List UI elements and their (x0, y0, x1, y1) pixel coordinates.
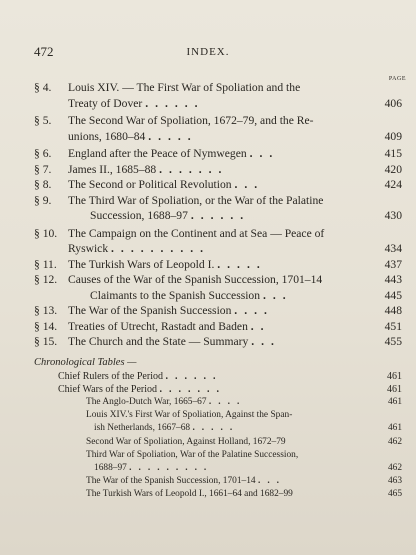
entry-title: The Third War of Spoliation, or the War of the Palatine (68, 193, 324, 207)
entry-title-continued: Treaty of Dover (68, 96, 143, 110)
section-number: § 6. (34, 147, 52, 160)
index-entry: § 13. The War of the Spanish Succession .... 448 (34, 304, 402, 317)
entry-title: The Church and the State — Summary (68, 335, 249, 348)
section-number: § 11. (34, 257, 57, 271)
chronological-item-text: Third War of Spoliation, War of the Palatine Succession, (86, 449, 299, 460)
index-entry: § 14. Treaties of Utrecht, Rastadt and Baden .. 451 (34, 319, 402, 333)
chronological-item-page: 463 (387, 476, 402, 487)
chronological-item (34, 488, 402, 501)
section-number: § 9. (34, 193, 52, 207)
chronological-item-page: 461 (387, 370, 402, 382)
entry-title: Claimants to the Spanish Succession (90, 288, 261, 302)
chronological-item-text: Chief Rulers of the Period (58, 370, 163, 382)
chronological-item-page: 462 (387, 436, 402, 447)
entry-title-continued: Succession, 1688–97 (90, 209, 188, 222)
entry-title: Louis XIV. — The First War of Spoliation and the (68, 81, 301, 94)
chronological-item-text: Second War of Spoliation, Against Holland, 1672–79 (86, 436, 286, 447)
entry-title: Causes of the War of the Spanish Succession, 1701–14 (68, 273, 323, 286)
chronological-item-text-continued: ish Netherlands, 1667–68 (94, 423, 191, 434)
entry-page: 437 (384, 257, 402, 271)
entry-title: The Second or Political Revolution (68, 178, 232, 191)
index-entry (34, 272, 402, 288)
page-title: INDEX. (186, 46, 230, 58)
chronological-item-text: The Anglo-Dutch War, 1665–67 (86, 396, 207, 407)
index-entry: § 8. The Second or Political Revolution ... 424 (34, 178, 402, 191)
index-entry: § 6. England after the Peace of Nymwegen ... 415 (34, 147, 402, 160)
index-entry: § 4. Louis XIV. — The First War of Spoliation and the Treaty of Dover ...... 406 (34, 81, 402, 110)
entry-page: 420 (384, 162, 402, 176)
entry-page: 455 (384, 335, 402, 348)
section-number: § 8. (34, 178, 52, 191)
index-entry: § 9. The Third War of Spoliation, or the War of the Palatine Succession, 1688–97 ...... 430 (34, 193, 402, 222)
entry-page: 430 (384, 209, 402, 222)
entry-title: The War of the Spanish Succession (68, 304, 232, 317)
chronological-item: Chief Wars of the Period ....... 461 (58, 383, 402, 395)
entry-page: 445 (384, 288, 402, 302)
entry-page: 409 (384, 129, 402, 143)
entry-page: 424 (384, 178, 402, 191)
entry-title: Treaties of Utrecht, Rastadt and Baden (68, 319, 248, 333)
chronological-item: The War of the Spanish Succession, 1701–14 ... 463 (34, 475, 402, 488)
chronological-item: Louis XIV.'s First War of Spoliation, Against the Span- ish Netherlands, 1667–68 ..... 461 (34, 409, 402, 435)
chronological-item: Third War of Spoliation, War of the Palatine Succession, 1688–97 ......... 462 (34, 449, 402, 475)
page-column-label: PAGE (388, 76, 406, 82)
entry-page: 415 (384, 147, 402, 160)
page-number: 472 (34, 44, 54, 59)
chronological-item-page: 462 (387, 462, 402, 473)
entry-title-continued: unions, 1680–84 (68, 129, 146, 143)
chronological-item-text: The War of the Spanish Succession, 1701–14 (86, 476, 256, 487)
chronological-item-page: 461 (387, 383, 402, 395)
entry-title: The Campaign on the Continent and at Sea — Peace of (68, 226, 325, 240)
chronological-item (34, 436, 402, 449)
chronological-item-text: Louis XIV.'s First War of Spoliation, Against the Span- (86, 410, 293, 421)
chronological-item-text: The Turkish Wars of Leopold I., 1661–64 and 1682–99 (86, 489, 293, 500)
entry-page: 448 (384, 304, 402, 317)
chronological-item-page: 465 (387, 489, 402, 500)
chronological-item: Chief Rulers of the Period ...... 461 (58, 370, 402, 382)
chronological-item-page: 461 (387, 423, 402, 434)
entry-page: 451 (384, 319, 402, 333)
section-number: § 13. (34, 304, 58, 317)
index-entry: § 7. James II., 1685–88 ....... 420 (34, 162, 402, 176)
chronological-item-page: 461 (387, 396, 402, 407)
entry-title: James II., 1685–88 (68, 162, 157, 176)
entry-title: England after the Peace of Nymwegen (68, 147, 247, 160)
entry-page: 434 (384, 242, 402, 255)
chronological-item-text: Chief Wars of the Period (58, 383, 157, 395)
section-number: § 15. (34, 335, 58, 348)
entry-title-continued: Ryswick (68, 242, 109, 255)
entry-page: 406 (384, 96, 402, 110)
index-entry: § 15. The Church and the State — Summary ... 455 (34, 335, 402, 348)
index-entry: § 11. The Turkish Wars of Leopold I. ..... 437 (34, 257, 402, 271)
entry-title: The Second War of Spoliation, 1672–79, and the Re- (68, 114, 314, 127)
index-entry: § 5. The Second War of Spoliation, 1672–79, and the Re- unions, 1680–84 ..... 409 (34, 114, 402, 143)
section-number: § 5. (34, 114, 52, 127)
section-number: § 10. (34, 226, 58, 240)
chronological-item-text-continued: 1688–97 (94, 462, 127, 473)
running-header (34, 44, 382, 62)
chronological-tables-heading: Chronological Tables — (34, 356, 137, 368)
entry-title: The Turkish Wars of Leopold I. (68, 257, 215, 271)
section-number: § 7. (34, 162, 52, 176)
index-entry: Claimants to the Spanish Succession ... 445 (90, 288, 402, 302)
section-number: § 12. (34, 273, 58, 286)
section-number: § 4. (34, 81, 52, 94)
index-entry: § 10. The Campaign on the Continent and at Sea — Peace of Ryswick .......... 434 (34, 226, 402, 255)
chronological-item: The Anglo-Dutch War, 1665–67 .... 461 (34, 396, 402, 409)
section-number: § 14. (34, 319, 58, 333)
index-entries (34, 80, 402, 502)
entry-page: 443 (384, 273, 402, 286)
